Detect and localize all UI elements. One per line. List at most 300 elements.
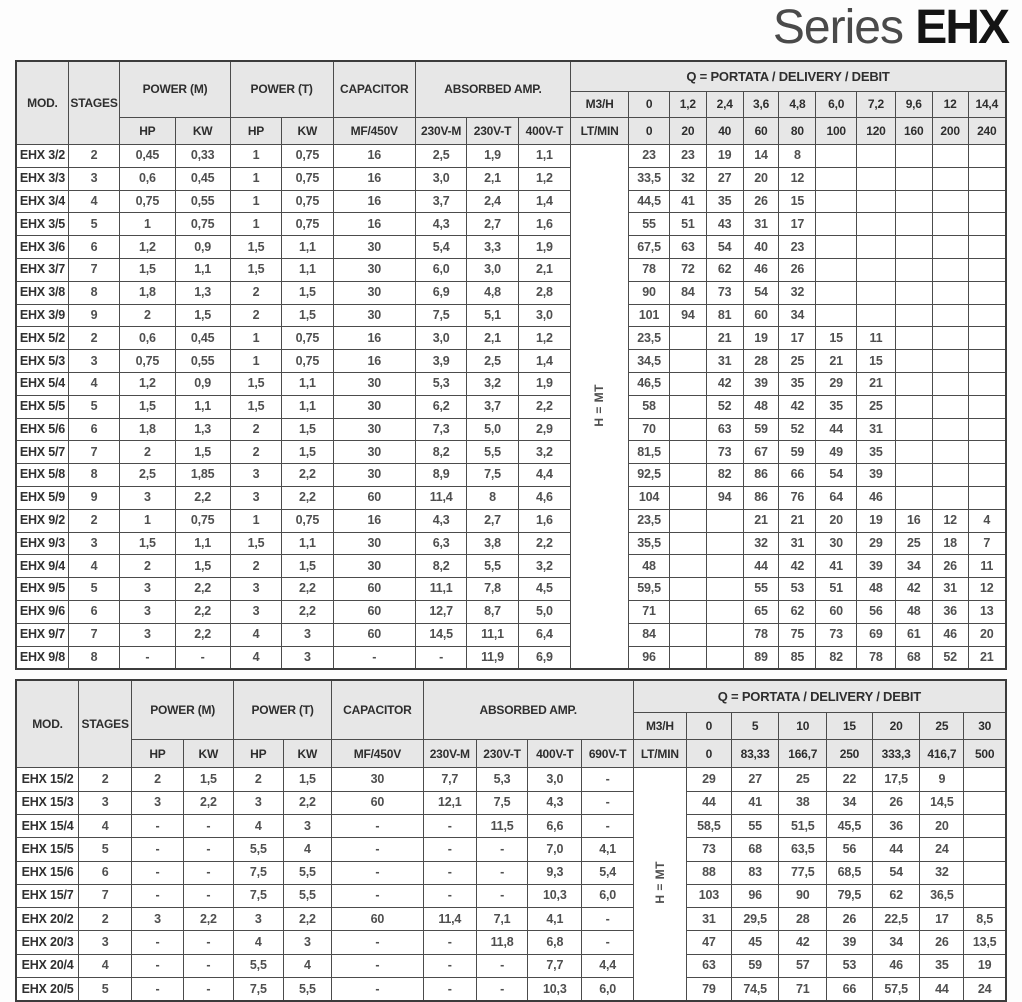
head-value-cell xyxy=(816,258,857,281)
table-row xyxy=(16,258,1006,281)
head-value-cell: 54 xyxy=(743,281,779,304)
head-value-cell xyxy=(964,861,1006,884)
head-value-cell xyxy=(816,145,857,168)
head-value-cell: 75 xyxy=(779,623,816,646)
spec-cell: 9 xyxy=(68,304,119,327)
head-value-cell: 26 xyxy=(932,555,968,578)
spec-cell: 7,5 xyxy=(467,464,518,487)
q-delivery-header: Q = PORTATA / DELIVERY / DEBIT xyxy=(633,680,1006,713)
head-value-cell: 66 xyxy=(779,464,816,487)
spec-cell: 1,1 xyxy=(175,258,230,281)
table-row xyxy=(16,791,1006,814)
spec-cell: 1 xyxy=(230,167,281,190)
head-value-cell: 84 xyxy=(629,623,670,646)
spec-cell: 16 xyxy=(333,350,415,373)
head-value-cell: 60 xyxy=(743,304,779,327)
head-value-cell xyxy=(932,167,968,190)
head-value-cell: 17 xyxy=(779,327,816,350)
head-value-cell: 27 xyxy=(731,768,779,791)
spec-cell: 1,8 xyxy=(120,281,175,304)
head-value-cell xyxy=(669,555,706,578)
spec-cell: 1,9 xyxy=(518,236,570,259)
head-value-cell: 78 xyxy=(629,258,670,281)
spec-cell: 1,5 xyxy=(282,418,333,441)
spec-cell: - xyxy=(332,861,424,884)
amp-col-header-0: 230V-M xyxy=(415,118,466,145)
head-value-cell: 42 xyxy=(779,931,827,954)
spec-cell: 4,4 xyxy=(582,954,633,977)
head-value-cell xyxy=(857,167,896,190)
head-value-cell xyxy=(968,213,1006,236)
spec-cell: 2,1 xyxy=(467,327,518,350)
head-value-cell xyxy=(968,304,1006,327)
head-value-cell: 88 xyxy=(686,861,731,884)
spec-cell: 3,2 xyxy=(518,441,570,464)
head-value-cell: 19 xyxy=(964,954,1006,977)
head-value-cell xyxy=(857,190,896,213)
spec-cell: 5,1 xyxy=(467,304,518,327)
head-value-cell: 65 xyxy=(743,600,779,623)
head-value-cell xyxy=(964,884,1006,907)
spec-cell: 10,3 xyxy=(528,884,582,907)
spec-cell: 3 xyxy=(120,600,175,623)
spec-cell: - xyxy=(132,978,183,1002)
head-value-cell: 66 xyxy=(827,978,873,1002)
spec-cell: 11,4 xyxy=(423,908,476,931)
head-value-cell: 86 xyxy=(743,464,779,487)
head-value-cell: 21 xyxy=(968,646,1006,669)
head-value-cell: 63 xyxy=(669,236,706,259)
model-cell: EHX 5/4 xyxy=(16,372,68,395)
spec-cell: 5,5 xyxy=(234,954,284,977)
spec-cell: 2,2 xyxy=(282,600,333,623)
m3h-value-1: 1,2 xyxy=(669,92,706,118)
head-value-cell: 48 xyxy=(895,600,932,623)
spec-cell: 1 xyxy=(230,350,281,373)
spec-cell: 6 xyxy=(68,236,119,259)
head-value-cell: 14 xyxy=(743,145,779,168)
spec-cell: 60 xyxy=(333,623,415,646)
head-value-cell xyxy=(669,418,706,441)
head-value-cell: 20 xyxy=(816,509,857,532)
head-value-cell xyxy=(895,213,932,236)
spec-cell: 3 xyxy=(234,908,284,931)
head-value-cell xyxy=(706,578,743,601)
spec-cell: 2,4 xyxy=(467,190,518,213)
spec-cell: 3 xyxy=(120,578,175,601)
head-value-cell xyxy=(895,190,932,213)
head-value-cell: 22 xyxy=(827,768,873,791)
head-value-cell xyxy=(968,395,1006,418)
spec-cell: 0,75 xyxy=(282,509,333,532)
head-value-cell xyxy=(968,145,1006,168)
head-value-cell: 21 xyxy=(816,350,857,373)
spec-cell: 2,8 xyxy=(518,281,570,304)
head-value-cell xyxy=(669,646,706,669)
head-value-cell xyxy=(932,258,968,281)
spec-cell: 4 xyxy=(79,814,132,837)
head-value-cell: 14,5 xyxy=(920,791,964,814)
spec-cell: 2,2 xyxy=(183,791,233,814)
spec-cell: 7,5 xyxy=(415,304,466,327)
spec-cell: - xyxy=(582,814,633,837)
spec-cell: 0,45 xyxy=(175,327,230,350)
head-value-cell: 67,5 xyxy=(629,236,670,259)
head-value-cell xyxy=(669,509,706,532)
spec-cell: 2,7 xyxy=(467,509,518,532)
head-value-cell: 35 xyxy=(779,372,816,395)
head-value-cell xyxy=(816,213,857,236)
spec-cell: - xyxy=(132,861,183,884)
head-value-cell: 31 xyxy=(857,418,896,441)
spec-cell: 60 xyxy=(332,791,424,814)
head-value-cell: 11 xyxy=(857,327,896,350)
head-value-cell: 49 xyxy=(816,441,857,464)
head-value-cell: 62 xyxy=(779,600,816,623)
spec-cell: 30 xyxy=(333,395,415,418)
spec-cell: 1,8 xyxy=(120,418,175,441)
head-value-cell xyxy=(895,281,932,304)
table-row xyxy=(16,441,1006,464)
head-value-cell: 40 xyxy=(743,236,779,259)
head-value-cell: 9 xyxy=(920,768,964,791)
spec-cell: 1,2 xyxy=(120,236,175,259)
head-value-cell: 48 xyxy=(743,395,779,418)
spec-cell: 3 xyxy=(120,623,175,646)
power-t-header: POWER (T) xyxy=(230,61,333,118)
head-value-cell: 46 xyxy=(932,623,968,646)
amp-col-header-2: 400V-T xyxy=(528,740,582,768)
ltmin-value-9: 240 xyxy=(968,118,1006,145)
spec-cell: 60 xyxy=(332,908,424,931)
spec-cell: 7,5 xyxy=(234,884,284,907)
head-value-cell: 104 xyxy=(629,486,670,509)
spec-cell: 1,1 xyxy=(282,532,333,555)
power-t-hp-header: HP xyxy=(230,118,281,145)
table-row xyxy=(16,327,1006,350)
spec-cell: 1,5 xyxy=(282,304,333,327)
head-value-cell: 62 xyxy=(706,258,743,281)
spec-cell: 3,0 xyxy=(415,167,466,190)
table-row xyxy=(16,167,1006,190)
spec-cell: 3,0 xyxy=(415,327,466,350)
m3h-value-4: 4,8 xyxy=(779,92,816,118)
spec-cell: 6,0 xyxy=(415,258,466,281)
spec-cell: - xyxy=(423,884,476,907)
head-value-cell: 77,5 xyxy=(779,861,827,884)
head-value-cell: 55 xyxy=(629,213,670,236)
spec-cell: 7 xyxy=(68,623,119,646)
spec-cell: - xyxy=(332,931,424,954)
head-value-cell: 94 xyxy=(669,304,706,327)
m3h-value-3: 15 xyxy=(827,713,873,740)
ltmin-value-1: 20 xyxy=(669,118,706,145)
head-value-cell: 34 xyxy=(895,555,932,578)
spec-cell: 1,2 xyxy=(518,167,570,190)
head-value-cell xyxy=(895,304,932,327)
head-value-cell: 25 xyxy=(857,395,896,418)
head-value-cell: 55 xyxy=(731,814,779,837)
head-value-cell: 21 xyxy=(779,509,816,532)
spec-cell: 60 xyxy=(333,600,415,623)
model-cell: EHX 3/4 xyxy=(16,190,68,213)
head-value-cell: 26 xyxy=(827,908,873,931)
spec-cell: 1,5 xyxy=(230,372,281,395)
m3h-value-0: 0 xyxy=(686,713,731,740)
head-value-cell xyxy=(932,304,968,327)
head-value-cell xyxy=(968,372,1006,395)
head-value-cell: 59 xyxy=(731,954,779,977)
spec-cell: - xyxy=(183,978,233,1002)
spec-cell: 12,7 xyxy=(415,600,466,623)
spec-cell: 2,2 xyxy=(283,791,332,814)
series-code: EHX xyxy=(915,1,1008,54)
head-value-cell: 19 xyxy=(857,509,896,532)
head-value-cell xyxy=(895,464,932,487)
spec-cell: - xyxy=(582,791,633,814)
stages-column-header: STAGES xyxy=(68,61,119,145)
ltmin-value-1: 83,33 xyxy=(731,740,779,768)
head-value-cell: 74,5 xyxy=(731,978,779,1002)
spec-cell: 1,9 xyxy=(518,372,570,395)
head-value-cell: 24 xyxy=(920,838,964,861)
head-value-cell: 44 xyxy=(816,418,857,441)
head-value-cell: 38 xyxy=(779,791,827,814)
head-value-cell: 18 xyxy=(932,532,968,555)
capacitor-mf-header: MF/450V xyxy=(333,118,415,145)
head-value-cell xyxy=(706,623,743,646)
power-m-header: POWER (M) xyxy=(132,680,234,740)
head-value-cell xyxy=(669,395,706,418)
spec-cell: 12,1 xyxy=(423,791,476,814)
spec-cell: 7,7 xyxy=(528,954,582,977)
head-value-cell: 26 xyxy=(743,190,779,213)
head-value-cell: 64 xyxy=(816,486,857,509)
power-t-hp-header: HP xyxy=(234,740,284,768)
spec-cell: 1,1 xyxy=(518,145,570,168)
spec-cell: 0,55 xyxy=(175,350,230,373)
spec-cell: 1 xyxy=(230,190,281,213)
capacitor-mf-header: MF/450V xyxy=(332,740,424,768)
head-value-cell: 15 xyxy=(779,190,816,213)
head-value-cell: 29 xyxy=(686,768,731,791)
head-value-cell: 17,5 xyxy=(872,768,920,791)
spec-cell: 5 xyxy=(68,213,119,236)
spec-cell: 1,5 xyxy=(230,258,281,281)
spec-cell: 0,75 xyxy=(175,213,230,236)
m3h-label: M3/H xyxy=(571,92,629,118)
head-value-cell: 21 xyxy=(857,372,896,395)
spec-cell: 30 xyxy=(333,372,415,395)
spec-cell: 1,5 xyxy=(120,532,175,555)
head-value-cell: 22,5 xyxy=(872,908,920,931)
head-value-cell: 32 xyxy=(779,281,816,304)
spec-cell: - xyxy=(183,861,233,884)
head-value-cell xyxy=(968,281,1006,304)
head-value-cell: 21 xyxy=(706,327,743,350)
head-value-cell xyxy=(857,281,896,304)
spec-cell: - xyxy=(582,931,633,954)
head-value-cell xyxy=(932,486,968,509)
spec-cell: 5,5 xyxy=(283,884,332,907)
spec-cell: 7,7 xyxy=(423,768,476,791)
spec-cell: 4 xyxy=(68,555,119,578)
spec-cell: 1,5 xyxy=(175,555,230,578)
ltmin-value-6: 120 xyxy=(857,118,896,145)
power-m-hp-header: HP xyxy=(120,118,175,145)
head-value-cell: 63 xyxy=(686,954,731,977)
head-value-cell: 8 xyxy=(779,145,816,168)
spec-cell: 2,2 xyxy=(518,395,570,418)
spec-cell: 0,75 xyxy=(282,327,333,350)
model-cell: EHX 15/7 xyxy=(16,884,79,907)
head-value-cell: 81,5 xyxy=(629,441,670,464)
spec-cell: 8,2 xyxy=(415,441,466,464)
spec-cell: 3,7 xyxy=(467,395,518,418)
spec-cell: 2,2 xyxy=(175,486,230,509)
spec-cell: 5 xyxy=(79,978,132,1002)
head-value-cell xyxy=(669,532,706,555)
model-cell: EHX 9/3 xyxy=(16,532,68,555)
head-value-cell: 8,5 xyxy=(964,908,1006,931)
power-t-kw-header: KW xyxy=(282,118,333,145)
spec-cell: 2 xyxy=(120,304,175,327)
head-value-cell xyxy=(968,486,1006,509)
head-value-cell: 29,5 xyxy=(731,908,779,931)
spec-cell: 1,3 xyxy=(175,418,230,441)
spec-cell: 30 xyxy=(333,441,415,464)
spec-cell: 4,1 xyxy=(582,838,633,861)
head-value-cell: 35 xyxy=(816,395,857,418)
head-value-cell xyxy=(706,555,743,578)
spec-cell: 1,5 xyxy=(230,532,281,555)
head-value-cell xyxy=(968,441,1006,464)
ltmin-value-0: 0 xyxy=(686,740,731,768)
h-mt-text: H = MT xyxy=(592,383,607,427)
head-value-cell: 45,5 xyxy=(827,814,873,837)
spec-cell: 1,1 xyxy=(282,236,333,259)
head-value-cell: 56 xyxy=(857,600,896,623)
ltmin-value-5: 100 xyxy=(816,118,857,145)
spec-cell: 6,0 xyxy=(582,884,633,907)
model-cell: EHX 9/7 xyxy=(16,623,68,646)
spec-cell: 6,4 xyxy=(518,623,570,646)
head-value-cell: 44,5 xyxy=(629,190,670,213)
head-value-cell: 62 xyxy=(872,884,920,907)
head-value-cell xyxy=(964,791,1006,814)
head-value-cell: 44 xyxy=(686,791,731,814)
head-value-cell: 69 xyxy=(857,623,896,646)
m3h-value-7: 9,6 xyxy=(895,92,932,118)
spec-cell: 5 xyxy=(68,578,119,601)
head-value-cell: 34 xyxy=(779,304,816,327)
spec-cell: 2 xyxy=(230,281,281,304)
head-value-cell xyxy=(857,258,896,281)
spec-cell: 3 xyxy=(230,600,281,623)
head-value-cell: 31 xyxy=(779,532,816,555)
spec-cell: 4 xyxy=(230,646,281,669)
head-value-cell xyxy=(669,327,706,350)
spec-cell: 1,5 xyxy=(175,441,230,464)
m3h-value-2: 2,4 xyxy=(706,92,743,118)
spec-cell: 3 xyxy=(230,486,281,509)
spec-cell: 0,9 xyxy=(175,372,230,395)
m3h-value-6: 7,2 xyxy=(857,92,896,118)
m3h-value-8: 12 xyxy=(932,92,968,118)
head-value-cell: 23,5 xyxy=(629,327,670,350)
model-cell: EHX 9/5 xyxy=(16,578,68,601)
model-cell: EHX 3/2 xyxy=(16,145,68,168)
spec-cell: 2,2 xyxy=(183,908,233,931)
spec-cell: 16 xyxy=(333,327,415,350)
head-value-cell: 78 xyxy=(857,646,896,669)
spec-cell: - xyxy=(332,838,424,861)
head-value-cell: 39 xyxy=(857,464,896,487)
head-value-cell: 4 xyxy=(968,509,1006,532)
table-row xyxy=(16,509,1006,532)
spec-cell: 2 xyxy=(132,768,183,791)
m3h-value-5: 25 xyxy=(920,713,964,740)
spec-cell: 0,45 xyxy=(175,167,230,190)
model-cell: EHX 5/2 xyxy=(16,327,68,350)
head-value-cell xyxy=(968,350,1006,373)
head-value-cell xyxy=(816,190,857,213)
spec-cell: 6,9 xyxy=(415,281,466,304)
spec-cell: 7,1 xyxy=(476,908,527,931)
absorbed-amp-header: ABSORBED AMP. xyxy=(423,680,633,740)
head-value-cell: 41 xyxy=(816,555,857,578)
spec-cell: 30 xyxy=(333,258,415,281)
m3h-value-1: 5 xyxy=(731,713,779,740)
spec-cell: 8 xyxy=(467,486,518,509)
spec-cell: 4,4 xyxy=(518,464,570,487)
head-value-cell: 46 xyxy=(857,486,896,509)
spec-cell: 1,85 xyxy=(175,464,230,487)
spec-cell: 3 xyxy=(132,791,183,814)
spec-cell: 16 xyxy=(333,213,415,236)
head-value-cell xyxy=(816,167,857,190)
head-value-cell xyxy=(932,464,968,487)
head-value-cell xyxy=(968,236,1006,259)
spec-cell: 4 xyxy=(79,954,132,977)
m3h-value-9: 14,4 xyxy=(968,92,1006,118)
spec-cell: 30 xyxy=(333,236,415,259)
model-cell: EHX 9/8 xyxy=(16,646,68,669)
head-value-cell: 59 xyxy=(743,418,779,441)
head-value-cell: 16 xyxy=(895,509,932,532)
m3h-value-6: 30 xyxy=(964,713,1006,740)
model-cell: EHX 5/6 xyxy=(16,418,68,441)
head-value-cell: 19 xyxy=(706,145,743,168)
head-value-cell: 56 xyxy=(827,838,873,861)
head-value-cell: 33,5 xyxy=(629,167,670,190)
head-value-cell xyxy=(932,327,968,350)
spec-cell: 2 xyxy=(68,509,119,532)
head-value-cell: 89 xyxy=(743,646,779,669)
spec-cell: - xyxy=(175,646,230,669)
spec-cell: 30 xyxy=(333,281,415,304)
ehx-small-table xyxy=(15,60,1007,670)
head-value-cell: 52 xyxy=(706,395,743,418)
power-m-hp-header: HP xyxy=(132,740,183,768)
head-value-cell: 39 xyxy=(827,931,873,954)
spec-cell: 1 xyxy=(230,509,281,532)
table-row xyxy=(16,908,1006,931)
ltmin-value-5: 416,7 xyxy=(920,740,964,768)
ehx-large-table xyxy=(15,679,1007,1002)
model-cell: EHX 15/3 xyxy=(16,791,79,814)
spec-cell: 1,5 xyxy=(282,281,333,304)
